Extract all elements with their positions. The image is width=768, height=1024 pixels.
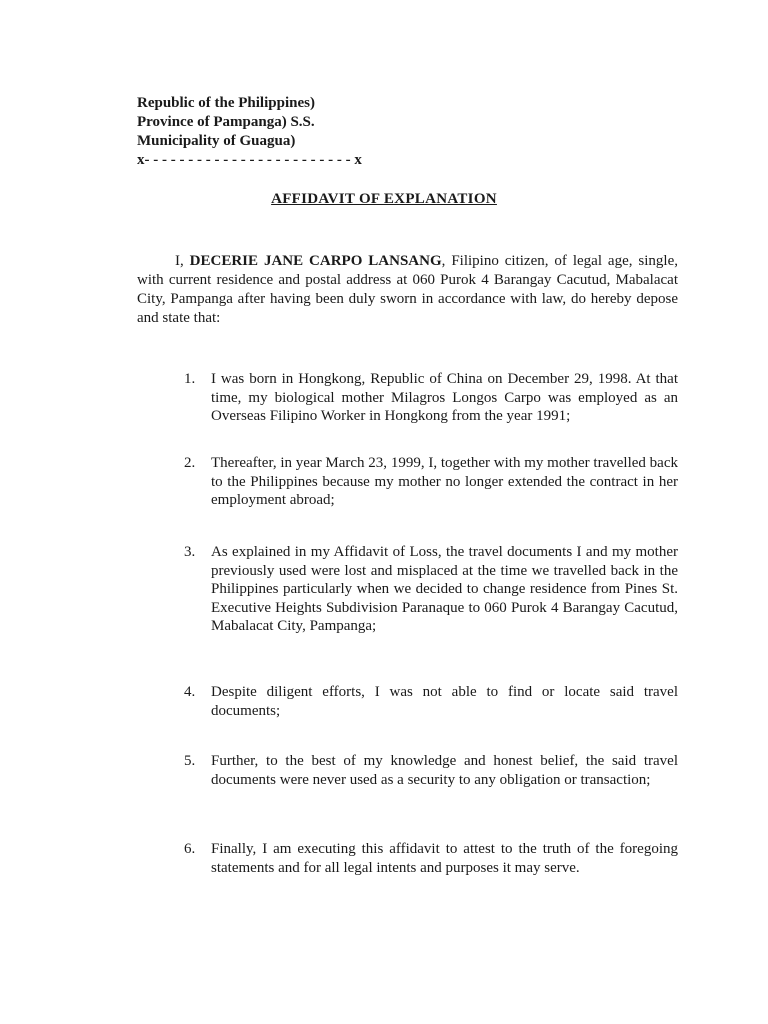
caption-separator: x- - - - - - - - - - - - - - - - - - - - - - - - x: [137, 152, 362, 168]
item-text: I was born in Hongkong, Republic of China on December 29, 1998. At that time, my biological mother Milagros Longos Carpo was employed as an Overseas Filipino Worker in Hongkong from the year 1991;: [211, 371, 678, 424]
document-title: AFFIDAVIT OF EXPLANATION: [271, 191, 497, 207]
caption-province: Province of Pampanga) S.S.: [137, 114, 315, 130]
intro-prefix: I,: [175, 253, 190, 269]
list-item: [184, 370, 678, 426]
item-number: 1.: [184, 371, 196, 387]
list-item: [184, 840, 678, 877]
intro-paragraph: [137, 252, 678, 328]
list-item: [184, 454, 678, 510]
intro-rest: , Filipino citizen, of legal age, single, with current residence and postal address at 060 Purok 4 Barangay Cacutud, Mabalacat City, Pampanga after having been duly sworn in accordance with law, do hereby depose and state that:: [137, 253, 678, 326]
item-text: As explained in my Affidavit of Loss, the travel documents I and my mother previously used were lost and misplaced at the time we travelled back in the Philippines particularly when we decided to change residence from Pines St. Executive Heights Subdivision Paranaque to 060 Purok 4 Barangay Cacutud, Mabalacat City, Pampanga;: [211, 544, 678, 634]
item-number: 2.: [184, 455, 196, 471]
list-item: [184, 683, 678, 720]
item-number: 4.: [184, 684, 196, 700]
item-text: Further, to the best of my knowledge and honest belief, the said travel documents were never used as a security to any obligation or transaction;: [211, 753, 678, 788]
caption-republic: Republic of the Philippines): [137, 95, 315, 111]
item-text: Despite diligent efforts, I was not able to find or locate said travel documents;: [211, 684, 678, 719]
caption-municipality: Municipality of Guagua): [137, 133, 296, 149]
list-item: [184, 752, 678, 789]
item-number: 3.: [184, 544, 196, 560]
item-text: Thereafter, in year March 23, 1999, I, together with my mother travelled back to the Philippines because my mother no longer extended the contract in her employment abroad;: [211, 455, 678, 508]
item-text: Finally, I am executing this affidavit to attest to the truth of the foregoing statements and for all legal intents and purposes it may serve.: [211, 841, 678, 876]
affiant-name: DECERIE JANE CARPO LANSANG: [189, 253, 442, 269]
item-number: 5.: [184, 753, 196, 769]
list-item: [184, 543, 678, 636]
item-number: 6.: [184, 841, 196, 857]
venue-caption: [137, 94, 362, 170]
